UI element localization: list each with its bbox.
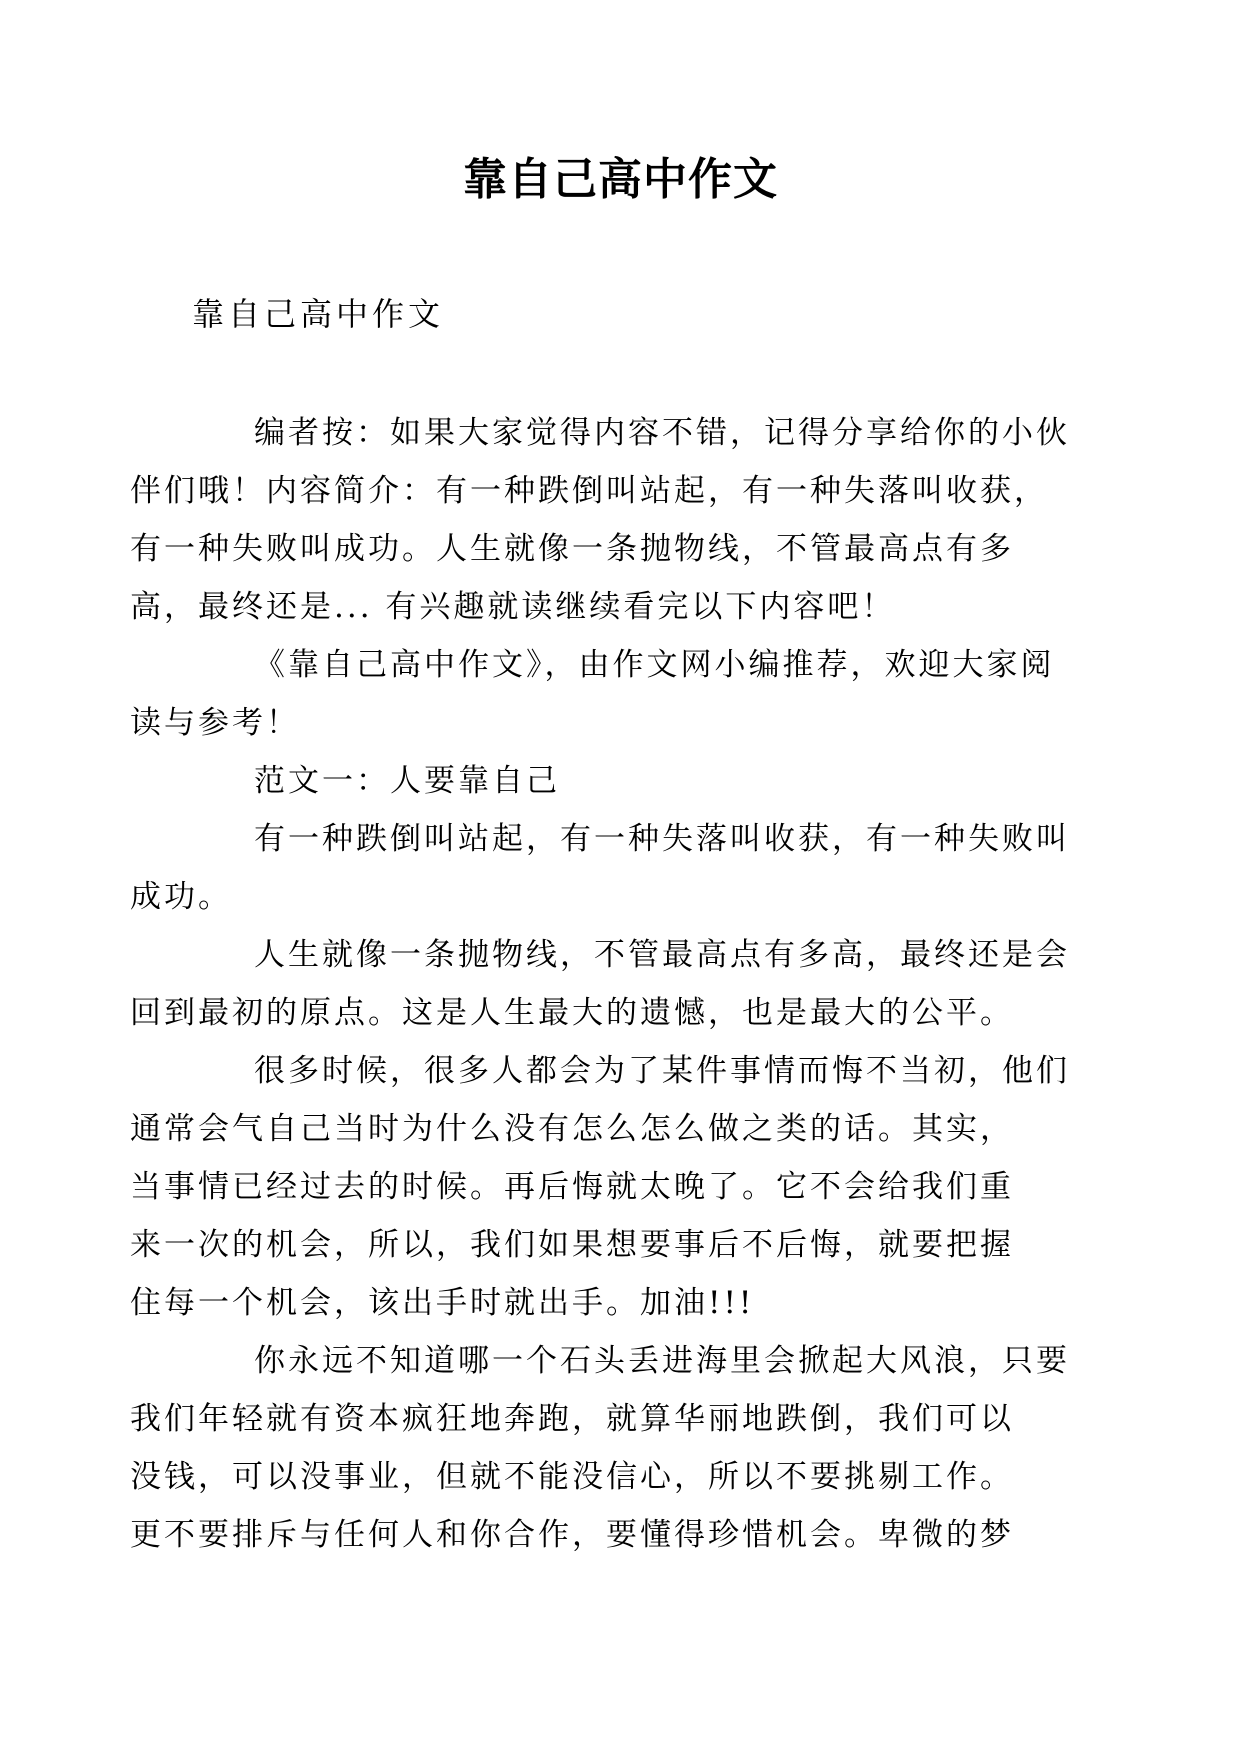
paragraph-body xyxy=(130,810,1070,926)
text-line: 很多时候，很多人都会为了某件事情而悔不当初，他们 xyxy=(254,1053,1070,1089)
text-line: 来一次的机会，所以，我们如果想要事后不后悔，就要把握 xyxy=(130,1227,1014,1263)
text-line: 更不要排斥与任何人和你合作，要懂得珍惜机会。卑微的梦 xyxy=(130,1517,1014,1553)
text-line: 读与参考！ xyxy=(130,705,300,741)
text-line: 有一种跌倒叫站起，有一种失落叫收获，有一种失败叫 xyxy=(254,821,1070,857)
text-line: 通常会气自己当时为什么没有怎么怎么做之类的话。其实， xyxy=(130,1111,1014,1147)
text-line: 你永远不知道哪一个石头丢进海里会掀起大风浪，只要 xyxy=(254,1343,1070,1379)
paragraph-body xyxy=(130,1042,1070,1332)
paragraph-body xyxy=(130,926,1070,1042)
document-body xyxy=(130,404,1070,1564)
text-line: 我们年轻就有资本疯狂地奔跑，就算华丽地跌倒，我们可以 xyxy=(130,1401,1014,1437)
text-line: 当事情已经过去的时候。再后悔就太晚了。它不会给我们重 xyxy=(130,1169,1014,1205)
text-line: 回到最初的原点。这是人生最大的遗憾，也是最大的公平。 xyxy=(130,995,1014,1031)
paragraph-editor-note xyxy=(130,404,1070,636)
text-line: 高，最终还是... 有兴趣就读继续看完以下内容吧！ xyxy=(130,589,896,625)
text-line: 编者按：如果大家觉得内容不错，记得分享给你的小伙 xyxy=(254,415,1070,451)
text-line: 没钱，可以没事业，但就不能没信心，所以不要挑剔工作。 xyxy=(130,1459,1014,1495)
text-line: 有一种失败叫成功。人生就像一条抛物线，不管最高点有多 xyxy=(130,531,1014,567)
paragraph-body xyxy=(130,1332,1070,1564)
text-line: 范文一：人要靠自己 xyxy=(254,763,560,799)
text-line: 伴们哦！内容简介：有一种跌倒叫站起，有一种失落叫收获， xyxy=(130,473,1048,509)
text-line: 住每一个机会，该出手时就出手。加油!!! xyxy=(130,1285,755,1321)
document-subtitle: 靠自己高中作文 xyxy=(192,295,445,333)
text-line: 《靠自己高中作文》，由作文网小编推荐，欢迎大家阅 xyxy=(254,647,1055,683)
paragraph-section-heading xyxy=(192,752,1052,810)
text-line: 成功。 xyxy=(130,879,232,915)
paragraph-recommendation xyxy=(130,636,1055,752)
document-title: 靠自己高中作文 xyxy=(463,154,778,205)
text-line: 人生就像一条抛物线，不管最高点有多高，最终还是会 xyxy=(254,937,1070,973)
